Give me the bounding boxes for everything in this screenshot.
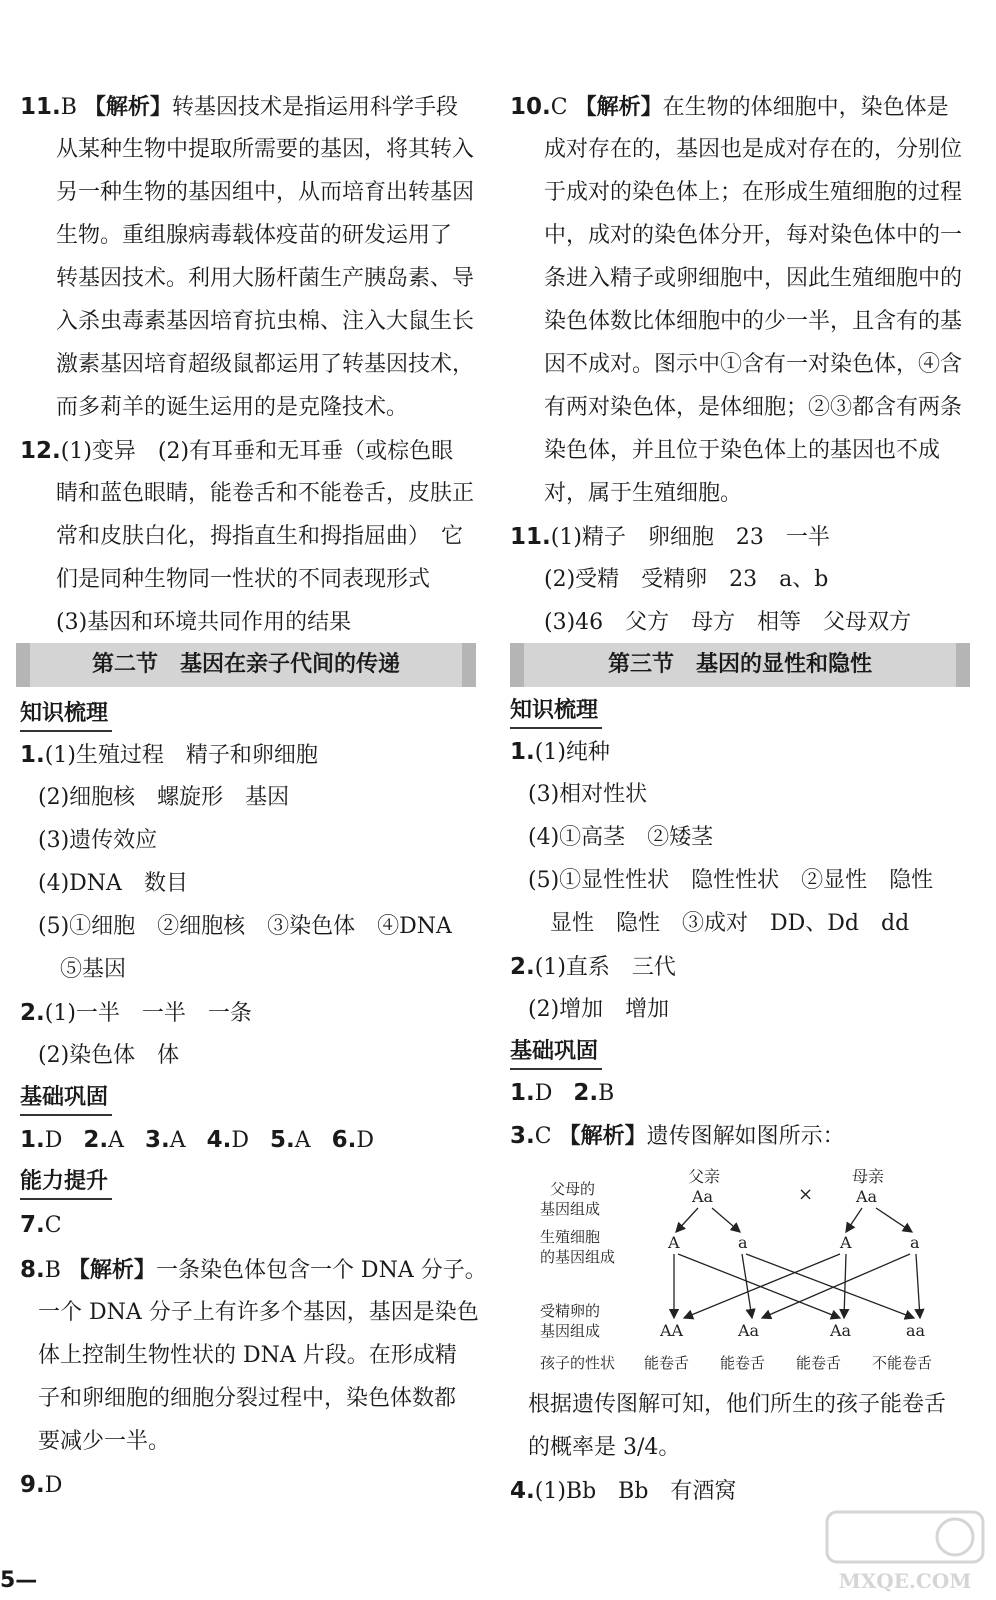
answer-letter: C [44,1213,62,1238]
basic-answers-row [20,1125,374,1156]
banner-edge [510,643,524,687]
text-line: (1)一半 一半 一条 [44,1001,252,1026]
item-number: 2. [20,1000,45,1026]
text-line: 成对存在的，基因也是成对存在的，分别位 [544,137,963,162]
answer-letter: C [534,1124,552,1149]
banner-edge [16,643,30,687]
analysis-tag: 【解析】 [67,1258,156,1283]
label-gametes: 生殖细胞 [540,1228,601,1246]
k2-first-line [510,952,676,983]
text-line: 一个 DNA 分子上有许多个基因，基因是染色 [38,1300,479,1325]
answer-letter: D [356,1128,375,1153]
arrow [676,1208,698,1232]
gamete-father-A: A [668,1233,680,1252]
q12-first-line [20,436,453,467]
text-line: 在生物的体细胞中，染色体是 [662,95,949,120]
arrow [742,1254,752,1318]
text-line: (1)生殖过程 精子和卵细胞 [44,743,318,768]
mother-label: 母亲 [852,1167,885,1186]
text-line: (4)DNA 数目 [38,871,188,896]
watermark-logo [825,1510,985,1595]
watermark-text: MXQE.COM [838,1569,972,1593]
arrow [916,1254,920,1318]
answer-letter: B [60,95,77,120]
gamete-mother-A: A [840,1233,852,1252]
label-zygote: 受精卵的 [540,1302,601,1320]
text-line: (2)染色体 体 [38,1043,180,1068]
text-line: (2)受精 受精卵 23 a、b [544,567,829,592]
text-line: 从某种生物中提取所需要的基因，将其转入 [56,137,475,162]
text-line: 子和卵细胞的细胞分裂过程中，染色体数都 [38,1386,457,1411]
offspring-Aa: Aa [738,1321,760,1340]
text-line: (1)直系 三代 [534,955,676,980]
analysis-tag: 【解析】 [558,1124,647,1149]
answer-letter: D [44,1128,63,1153]
text-line: 另一种生物的基因组中，从而培育出转基因 [56,180,475,205]
text-line: (3)相对性状 [528,782,648,807]
analysis-tag: 【解析】 [574,95,663,120]
section-title: 第三节 基因的显性和隐性 [607,652,872,677]
text-line: 生物。重组腺病毒载体疫苗的研发运用了 [56,223,453,248]
text-line: 常和皮肤白化，拇指直生和拇指屈曲） 它 [56,524,464,549]
text-line: (5)①细胞 ②细胞核 ③染色体 ④DNA [38,914,452,939]
label-trait: 孩子的性状 [540,1354,616,1372]
text-line: 激素基因培育超级鼠都运用了转基因技术， [56,352,475,377]
offspring-Aa: Aa [830,1321,852,1340]
arrow [844,1254,846,1318]
item-number: 2. [83,1127,109,1153]
page-number: 5— [0,1568,38,1593]
text-line: ⑤基因 [60,957,127,982]
text-line: 睛和蓝色眼睛，能卷舌和不能卷舌，皮肤正 [56,481,475,506]
item-number: 5. [270,1127,295,1153]
section-banner [16,643,476,687]
trait-non-rolling: 不能卷舌 [872,1354,933,1372]
heading-basic: 基础巩固 [20,1084,112,1116]
banner-edge [462,643,476,687]
section-title: 第二节 基因在亲子代间的传递 [91,652,400,677]
k1-first-line [510,737,610,768]
text-line: 转基因技术是指运用科学手段 [171,95,458,120]
question-number: 8. [20,1257,45,1283]
text-line: (3)基因和环境共同作用的结果 [56,610,352,635]
text-line: 的概率是 3/4。 [528,1435,681,1460]
answer-letter: B [598,1081,615,1106]
question-number: 7. [20,1212,45,1238]
q11-first-line [20,92,458,123]
answer-letter: D [231,1128,250,1153]
heading-knowledge: 知识梳理 [20,700,112,732]
answer-letter: A [169,1128,186,1153]
trait-rolling: 能卷舌 [796,1354,842,1372]
basic-answers-row [510,1078,614,1109]
q10-first-line [510,92,949,123]
answer-letter: D [44,1473,63,1498]
question-number: 4. [510,1478,535,1504]
text-line: 遗传图解如图所示： [646,1124,845,1149]
item-number: 1. [510,1080,535,1106]
answer-letter: A [294,1128,311,1153]
k2-first-line [20,998,252,1029]
arrow [876,1208,912,1232]
text-line: 染色体，并且位于染色体上的基因也不成 [544,438,941,463]
q11-first-line [510,522,830,553]
answer-letter: C [550,95,568,120]
text-line: 一条染色体包含一个 DNA 分子。 [155,1258,487,1283]
text-line: 根据遗传图解可知，他们所生的孩子能卷舌 [528,1392,947,1417]
gamete-father-a: a [738,1233,748,1252]
heading-ability: 能力提升 [20,1168,112,1200]
cross-symbol: × [798,1184,814,1205]
question-number: 11. [20,94,61,120]
item-number: 4. [206,1127,232,1153]
text-line: 显性 隐性 ③成对 DD、Dd dd [550,911,910,936]
text-line: 因不成对。图示中①含有一对染色体，④含 [544,352,963,377]
answer-letter: D [534,1081,553,1106]
label-gametes: 的基因组成 [540,1248,616,1266]
offspring-aa: aa [906,1321,926,1340]
text-line: 有两对染色体，是体细胞；②③都含有两条 [544,395,963,420]
arrow [846,1208,862,1232]
item-number: 2. [573,1080,599,1106]
trait-rolling: 能卷舌 [720,1354,766,1372]
q3-first-line [510,1121,845,1152]
label-parents: 父母的 [550,1180,596,1198]
heading-knowledge: 知识梳理 [510,697,602,729]
text-line: (1)纯种 [534,740,610,765]
item-number: 1. [20,1127,45,1153]
item-number: 1. [510,739,535,765]
text-line: 染色体数比体细胞中的少一半，且含有的基 [544,309,963,334]
text-line: 转基因技术。利用大肠杆菌生产胰岛素、导 [56,266,475,291]
text-line: 而多莉羊的诞生运用的是克隆技术。 [56,395,409,420]
text-line: 对，属于生殖细胞。 [544,481,743,506]
mother-genotype: Aa [856,1187,878,1206]
item-number: 3. [145,1127,170,1153]
text-line: (3)遗传效应 [38,828,158,853]
text-line: 于成对的染色体上；在形成生殖细胞的过程 [544,180,963,205]
gamete-mother-a: a [910,1233,920,1252]
q8-first-line [20,1255,487,1286]
father-genotype: Aa [692,1187,714,1206]
heading-basic: 基础巩固 [510,1038,602,1070]
text-line: (1)精子 卵细胞 23 一半 [550,525,830,550]
text-line: 条进入精子或卵细胞中，因此生殖细胞中的 [544,266,963,291]
label-zygote: 基因组成 [540,1322,601,1340]
arrow [712,1208,740,1232]
question-number: 12. [20,438,61,464]
text-line: (4)①高茎 ②矮茎 [528,825,714,850]
answer-letter: B [44,1258,61,1283]
k1-first-line [20,740,318,771]
text-line: 中，成对的染色体分开，每对染色体中的一 [544,223,963,248]
item-number: 1. [20,742,45,768]
section-banner [510,643,970,687]
item-number: 2. [510,954,535,980]
question-number: 9. [20,1472,45,1498]
text-line: (3)46 父方 母方 相等 父母双方 [544,610,912,635]
question-number: 3. [510,1123,535,1149]
father-label: 父亲 [688,1167,721,1186]
question-number: 11. [510,524,551,550]
q7-line [20,1210,62,1241]
text-line: (1)变异 (2)有耳垂和无耳垂（或棕色眼 [60,439,454,464]
text-line: 入杀虫毒素基因培育抗虫棉、注入大鼠生长 [56,309,475,334]
answer-letter: A [108,1128,125,1153]
analysis-tag: 【解析】 [83,95,172,120]
q9-line [20,1470,62,1501]
offspring-AA: AA [660,1321,684,1340]
genetic-cross-diagram [540,1160,970,1380]
label-parents: 基因组成 [540,1200,601,1218]
text-line: (5)①显性性状 隐性性状 ②显性 隐性 [528,868,934,893]
text-line: 体上控制生物性状的 DNA 片段。在形成精 [38,1343,457,1368]
q4-first-line [510,1476,736,1507]
item-number: 6. [331,1127,357,1153]
banner-edge [956,643,970,687]
trait-rolling: 能卷舌 [644,1354,690,1372]
text-line: (1)Bb Bb 有酒窝 [534,1479,737,1504]
question-number: 10. [510,94,551,120]
text-line: (2)细胞核 螺旋形 基因 [38,785,290,810]
text-line: 们是同种生物同一性状的不同表现形式 [56,567,431,592]
text-line: (2)增加 增加 [528,997,670,1022]
text-line: 要减少一半。 [38,1429,171,1454]
